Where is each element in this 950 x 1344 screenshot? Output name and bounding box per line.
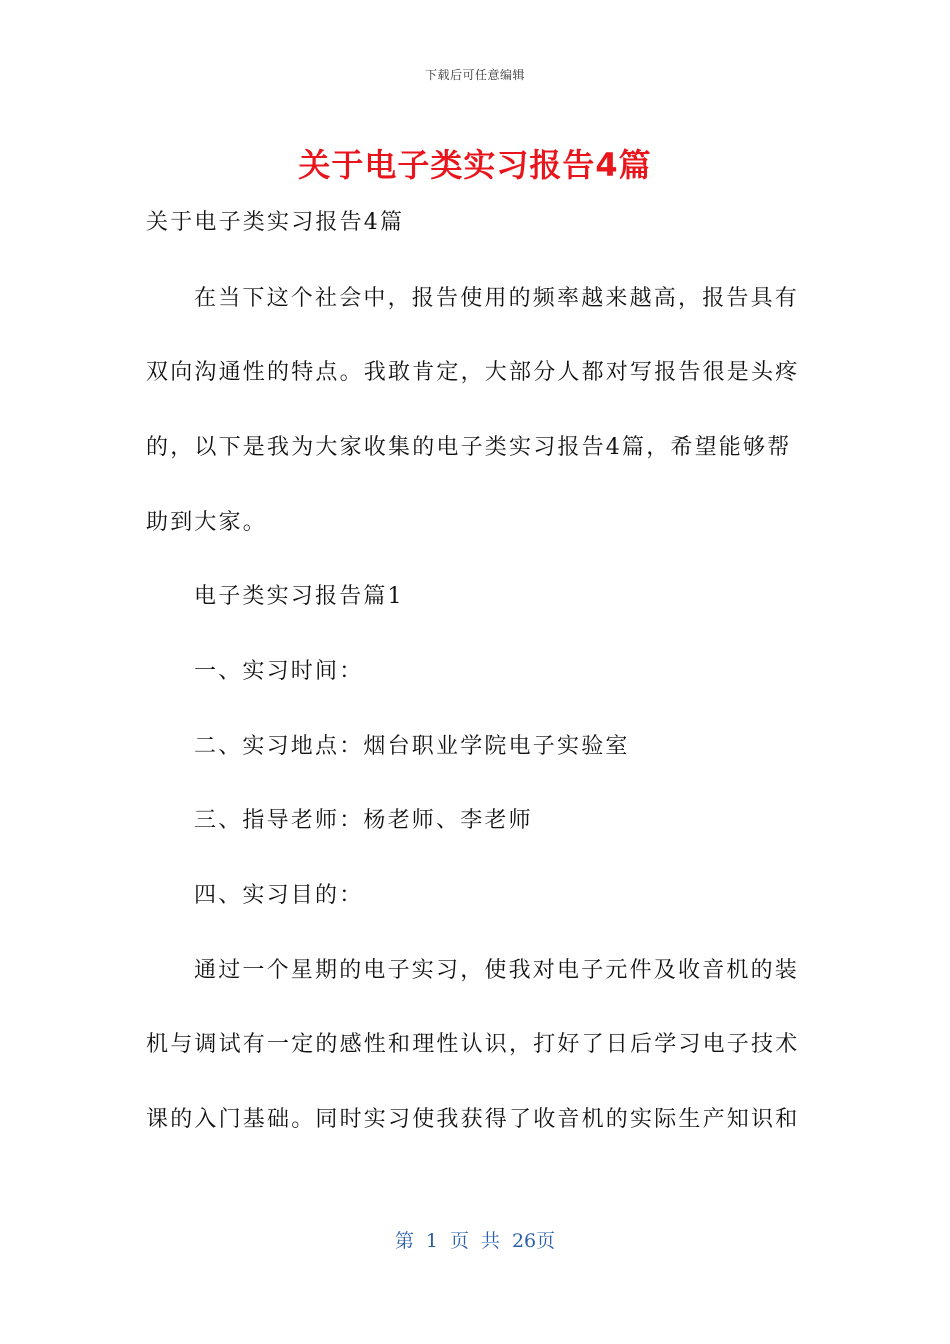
paragraph-line: 的，以下是我为大家收集的电子类实习报告4篇，希望能够帮 bbox=[146, 435, 792, 460]
subtitle-line: 关于电子类实习报告4篇 bbox=[146, 210, 405, 235]
footer-total-pages: 26页 bbox=[511, 1230, 556, 1252]
footer-current-page: 1 bbox=[425, 1230, 438, 1252]
list-item: 一、实习时间： bbox=[194, 659, 364, 684]
list-item: 三、指导老师：杨老师、李老师 bbox=[194, 808, 533, 833]
document-title: 关于电子类实习报告4篇 bbox=[298, 146, 652, 184]
paragraph-line: 在当下这个社会中，报告使用的频率越来越高，报告具有 bbox=[194, 286, 800, 311]
footer-label-ye: 页 bbox=[449, 1230, 469, 1252]
list-item: 四、实习目的： bbox=[194, 883, 364, 908]
paragraph-line: 助到大家。 bbox=[146, 510, 268, 535]
paragraph-line: 课的入门基础。同时实习使我获得了收音机的实际生产知识和 bbox=[146, 1107, 800, 1132]
footer-label-gong: 共 bbox=[480, 1230, 500, 1252]
paragraph-line: 机与调试有一定的感性和理性认识，打好了日后学习电子技术 bbox=[146, 1032, 800, 1057]
paragraph-line: 通过一个星期的电子实习，使我对电子元件及收音机的装 bbox=[194, 958, 800, 983]
page-footer bbox=[0, 1226, 950, 1253]
footer-label-di: 第 bbox=[394, 1230, 414, 1252]
list-item: 二、实习地点：烟台职业学院电子实验室 bbox=[194, 734, 630, 759]
page-header-note: 下载后可任意编辑 bbox=[424, 68, 525, 82]
section-heading: 电子类实习报告篇1 bbox=[194, 584, 404, 609]
paragraph-line: 双向沟通性的特点。我敢肯定，大部分人都对写报告很是头疼 bbox=[146, 360, 800, 385]
